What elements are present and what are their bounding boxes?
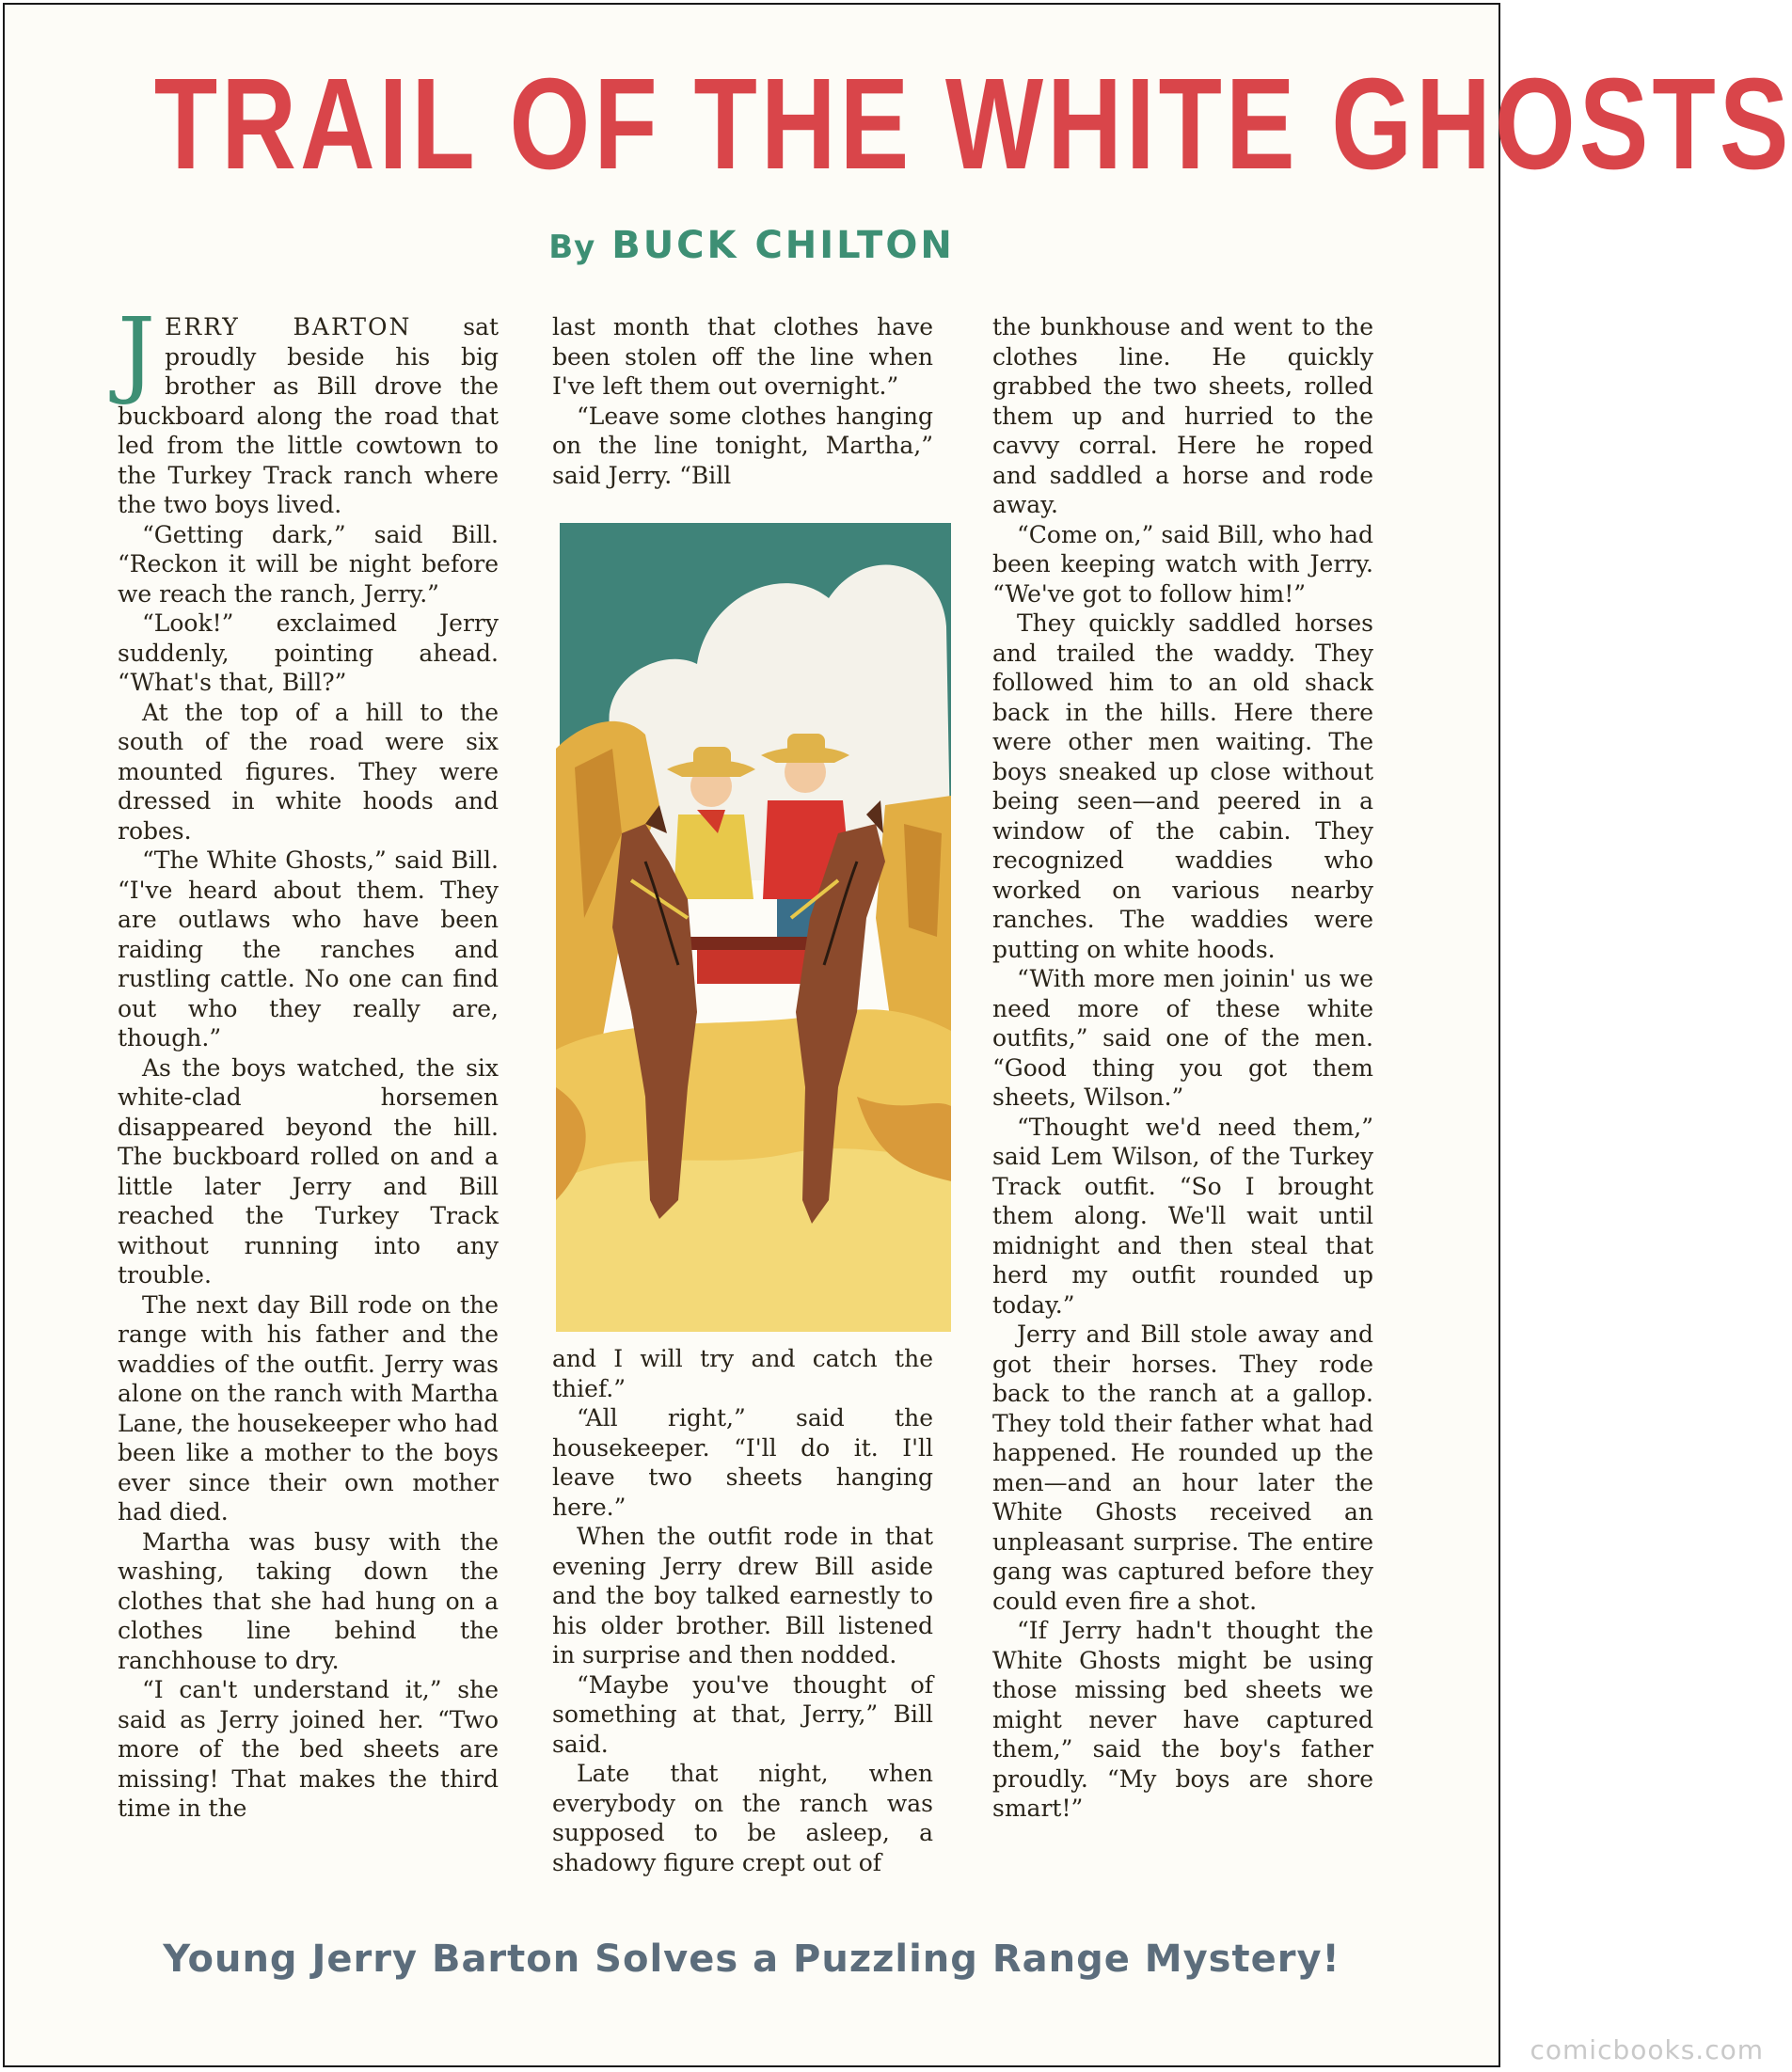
- paragraph-1-text: sat proudly beside his big brother as Bill drove the buckboard along the road that led from the little cowtown to the Turkey Track ranch where the two boys lived.: [118, 313, 500, 518]
- paragraph: last month that clothes have been stolen off the line when I've left them out overnight.”: [552, 313, 933, 400]
- paragraph: and I will try and catch the thief.”: [552, 1345, 933, 1402]
- two-cowboys-on-buckboard-illustration: [556, 523, 951, 1332]
- story-tagline: Young Jerry Barton Solves a Puzzling Range Mystery!: [163, 1938, 1340, 1981]
- paragraph: “I can't understand it,” she said as Jerry joined her. “Two more of the bed sheets are missing! That makes the third time in the: [118, 1676, 499, 1822]
- column-3: [992, 312, 1373, 1824]
- paragraph: Late that night, when everybody on the ranch was supposed to be asleep, a shadowy figure crept out of: [552, 1760, 933, 1876]
- paragraph: As the boys watched, the six white-clad horsemen disappeared beyond the hill. The buckboard rolled on and a little later Jerry and Bill reached the Turkey Track without running into any trouble.: [118, 1053, 499, 1289]
- paragraph: When the outfit rode in that evening Jerry drew Bill aside and the boy talked earnestly to his older brother. Bill listened in surprise and then nodded.: [552, 1523, 933, 1669]
- paragraph: “All right,” said the housekeeper. “I'll do it. I'll leave two sheets hanging here.”: [552, 1404, 933, 1521]
- watermark: comicbooks.com: [1530, 2034, 1764, 2065]
- paragraph: Jerry and Bill stole away and got their horses. They rode back to the ranch at a gallop. They told their father what had happened. He rounded up the men—and an hour later the White Ghosts received an unpleasant surprise. The entire gang was captured before they could even fire a shot.: [992, 1321, 1373, 1615]
- paragraph: “If Jerry hadn't thought the White Ghosts might be using those missing bed sheets we might never have captured them,” said the boy's father proudly. “My boys are shore smart!”: [992, 1617, 1373, 1822]
- paragraph: “Maybe you've thought of something at that, Jerry,” Bill said.: [552, 1670, 933, 1758]
- paragraph: “With more men joinin' us we need more of these white outfits,” said one of the men. “Good thing you got them sheets, Wilson.”: [992, 965, 1373, 1111]
- paragraph: “The White Ghosts,” said Bill. “I've heard about them. They are outlaws who have been raiding the ranches and rustling cattle. No one can find out who they really are, though.”: [118, 846, 499, 1052]
- byline: [5, 224, 1499, 267]
- illustration-artwork: [556, 523, 951, 1332]
- paragraph: Martha was busy with the washing, taking down the clothes that she had hung on a clothes line behind the ranchhouse to dry.: [118, 1527, 499, 1674]
- byline-prefix: By: [548, 229, 596, 266]
- column-2-bottom: [552, 1344, 933, 1877]
- paragraph: “Thought we'd need them,” said Lem Wilson, of the Turkey Track outfit. “So I brought them along. We'll wait until midnight and then steal that herd my outfit rounded up today.”: [992, 1113, 1373, 1319]
- lead-in: ERRY BARTON: [165, 313, 412, 340]
- paragraph: “Come on,” said Bill, who had been keeping watch with Jerry. “We've got to follow him!”: [992, 520, 1373, 608]
- drop-cap: J: [118, 297, 156, 407]
- paragraph: They quickly saddled horses and trailed the waddy. They followed him to an old shack back in the hills. Here there were other men waiting. The boys sneaked up close without being seen—and peered in a window of the cabin. They recognized waddies who worked on various nearby ranches. The waddies were putting on white hoods.: [992, 609, 1373, 963]
- column-2-top: [552, 312, 933, 490]
- paragraph: the bunkhouse and went to the clothes line. He quickly grabbed the two sheets, rolled them up and hurried to the cavvy corral. Here he roped and saddled a horse and rode away.: [992, 313, 1373, 518]
- paragraph: “Getting dark,” said Bill. “Reckon it will be night before we reach the ranch, Jerry.”: [118, 520, 499, 608]
- column-1: [118, 297, 500, 1824]
- paragraph: “Leave some clothes hanging on the line tonight, Martha,” said Jerry. “Bill: [552, 402, 933, 489]
- paragraph: At the top of a hill to the south of the road were six mounted figures. They were dressed in white hoods and robes.: [118, 698, 499, 845]
- story-title: TRAIL OF THE WHITE GHOSTS: [153, 52, 1792, 197]
- paragraph: “Look!” exclaimed Jerry suddenly, pointing ahead. “What's that, Bill?”: [118, 609, 499, 696]
- paragraph: The next day Bill rode on the range with his father and the waddies of the outfit. Jerry was alone on the ranch with Martha Lane, the housekeeper who had been like a mother to the boys ever since their own mother had died.: [118, 1290, 500, 1526]
- byline-author: BUCK CHILTON: [611, 224, 955, 267]
- paragraph-1: [118, 297, 500, 520]
